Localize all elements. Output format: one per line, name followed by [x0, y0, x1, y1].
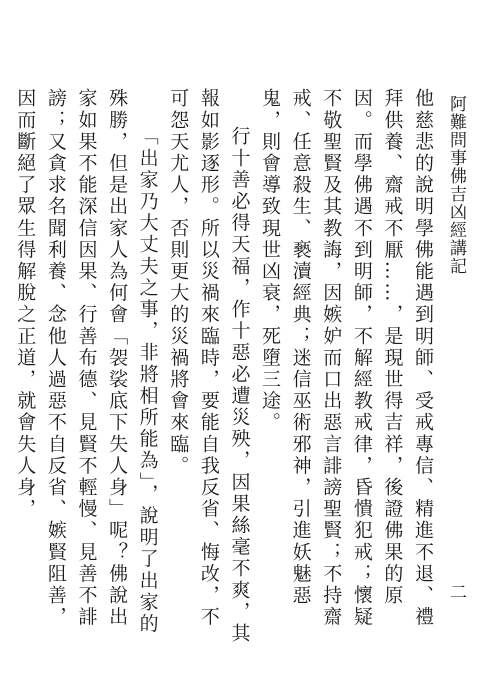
paragraph-3: 「出家乃大丈夫之事，非將相所能為」，說明了出家的殊勝，但是出家人為何會「袈裟底下失人身」呢？佛說出家如果不能深信因果、行善布德、見賢不輕慢、見善不誹謗；又貪求名聞利養、念他人過惡不自反省、嫉賢阻善，因而斷絕了眾生得解脫之正道，就會失人身， [14, 88, 159, 635]
running-header: 阿難問事佛吉凶經講記 [446, 95, 466, 275]
body-text [10, 88, 438, 648]
page-number: 二 [446, 583, 466, 600]
paragraph-2: 行十善必得天福，作十惡必遭災殃，因果絲毫不爽，其報如影逐形。所以災禍來臨時，要能自我反省、悔改，不可怨天尤人，否則更大的災禍將會來臨。 [167, 88, 251, 645]
paragraph-1: 他慈悲的說明學佛能遇到明師、受戒專信、精進不退、禮拜供養、齋戒不厭……，是現世得吉祥，後證佛果的原因。而學佛遇不到明師，不解經教戒律，昏憒犯戒；懷疑不敬聖賢及其教誨，因嫉妒而口出惡言誹謗聖賢；不持齋戒、任意殺生、褻瀆經典；迷信巫術邪神，引進妖魅惡鬼，則會導致現世凶衰，死墮三途。 [259, 88, 434, 628]
